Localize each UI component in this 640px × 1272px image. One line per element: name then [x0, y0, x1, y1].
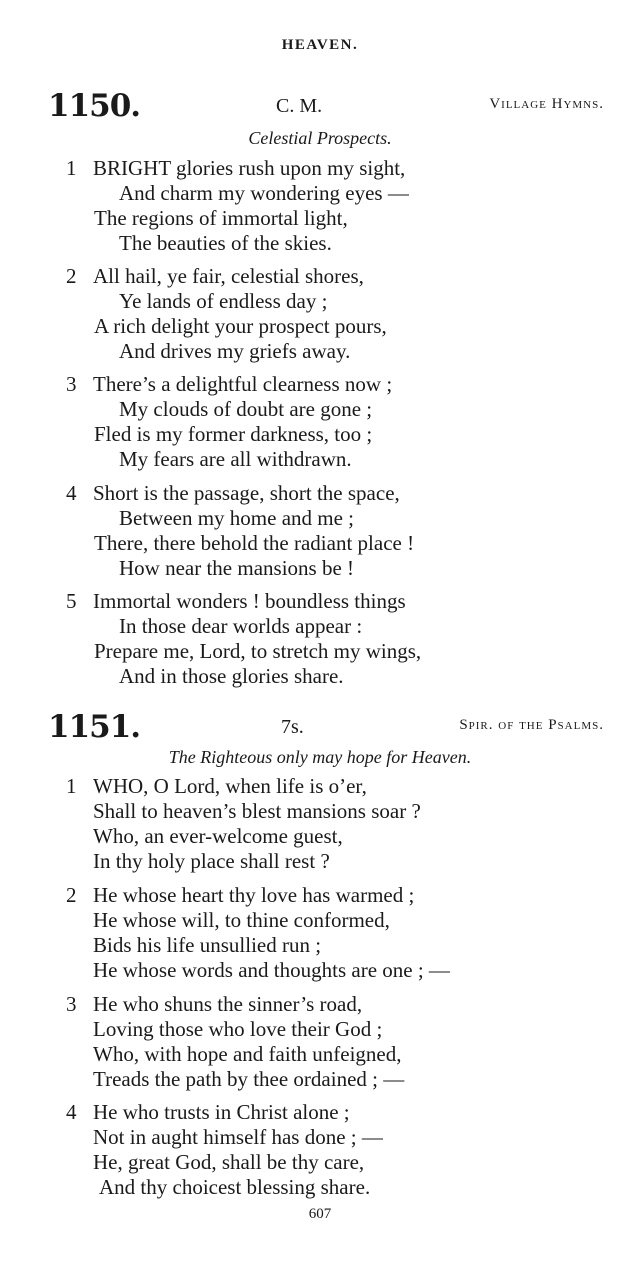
hymn-1151-subtitle: The Righteous only may hope for Heaven. — [168, 747, 472, 767]
verse-number: 2 — [66, 264, 77, 288]
verse-line: He who trusts in Christ alone ; — [93, 1100, 350, 1124]
verse-number: 4 — [66, 481, 77, 505]
page-number: 607 — [308, 1206, 332, 1222]
verse-line: And thy choicest blessing share. — [99, 1175, 371, 1199]
verse-line: In those dear worlds appear : — [119, 614, 363, 638]
verse-line: And drives my griefs away. — [119, 339, 351, 363]
verse-line: BRIGHT glories rush upon my sight, — [93, 156, 406, 180]
hymn-meter: C. M. — [276, 95, 323, 117]
verse-number: 1 — [66, 156, 77, 180]
hymn-meter: 7s. — [281, 716, 304, 738]
verse-line: A rich delight your prospect pours, — [94, 314, 387, 338]
hymn-source: Spir. of the Psalms. — [459, 717, 604, 733]
verse-line: Fled is my former darkness, too ; — [94, 422, 373, 446]
verse-line: Who, an ever-welcome guest, — [93, 824, 343, 848]
verse-line: Ye lands of endless day ; — [119, 289, 328, 313]
verse-line: He whose will, to thine conformed, — [93, 908, 390, 932]
hymn-number: 1151. — [48, 709, 141, 745]
hymn-1151-header — [48, 709, 604, 743]
verse-line: There’s a delightful clearness now ; — [93, 372, 393, 396]
verse-line: And in those glories share. — [119, 664, 344, 688]
verse-line: My clouds of doubt are gone ; — [119, 397, 373, 421]
verse-line: He whose words and thoughts are one ; — — [93, 958, 450, 982]
verse-line: Loving those who love their God ; — [93, 1017, 383, 1041]
verse-line: Immortal wonders ! boundless things — [93, 589, 406, 613]
verse-number: 3 — [66, 992, 77, 1016]
verse-number: 1 — [66, 774, 77, 798]
verse-line: He who shuns the sinner’s road, — [93, 992, 363, 1016]
verse-line: In thy holy place shall rest ? — [93, 849, 330, 873]
verse-line: There, there behold the radiant place ! — [94, 531, 415, 555]
verse-number: 2 — [66, 883, 77, 907]
verse-line: Treads the path by thee ordained ; — — [93, 1067, 405, 1091]
verse-line: Prepare me, Lord, to stretch my wings, — [94, 639, 422, 663]
verse-line: All hail, ye fair, celestial shores, — [93, 264, 364, 288]
verse-line: Shall to heaven’s blest mansions soar ? — [93, 799, 421, 823]
verse-line: He, great God, shall be thy care, — [93, 1150, 365, 1174]
verse-line: How near the mansions be ! — [119, 556, 355, 580]
hymn-source: Village Hymns. — [489, 96, 604, 112]
running-head: HEAVEN. — [281, 37, 359, 53]
hymn-number: 1150. — [48, 88, 141, 124]
verse-line: Who, with hope and faith unfeigned, — [93, 1042, 402, 1066]
verse-line: He whose heart thy love has warmed ; — [93, 883, 415, 907]
verse-number: 4 — [66, 1100, 77, 1124]
hymn-1150-subtitle: Celestial Prospects. — [248, 128, 392, 148]
verse-number: 3 — [66, 372, 77, 396]
verse-line: Short is the passage, short the space, — [93, 481, 400, 505]
verse-line: Bids his life unsullied run ; — [93, 933, 322, 957]
verse-line: Between my home and me ; — [119, 506, 355, 530]
verse-line: WHO, O Lord, when life is o’er, — [93, 774, 367, 798]
hymn-1150-header — [48, 88, 604, 122]
verse-line: The regions of immortal light, — [94, 206, 348, 230]
verse-line: My fears are all withdrawn. — [119, 447, 352, 471]
verse-line: The beauties of the skies. — [119, 231, 332, 255]
verse-line: And charm my wondering eyes — — [119, 181, 409, 205]
verse-number: 5 — [66, 589, 77, 613]
verse-line: Not in aught himself has done ; — — [93, 1125, 383, 1149]
